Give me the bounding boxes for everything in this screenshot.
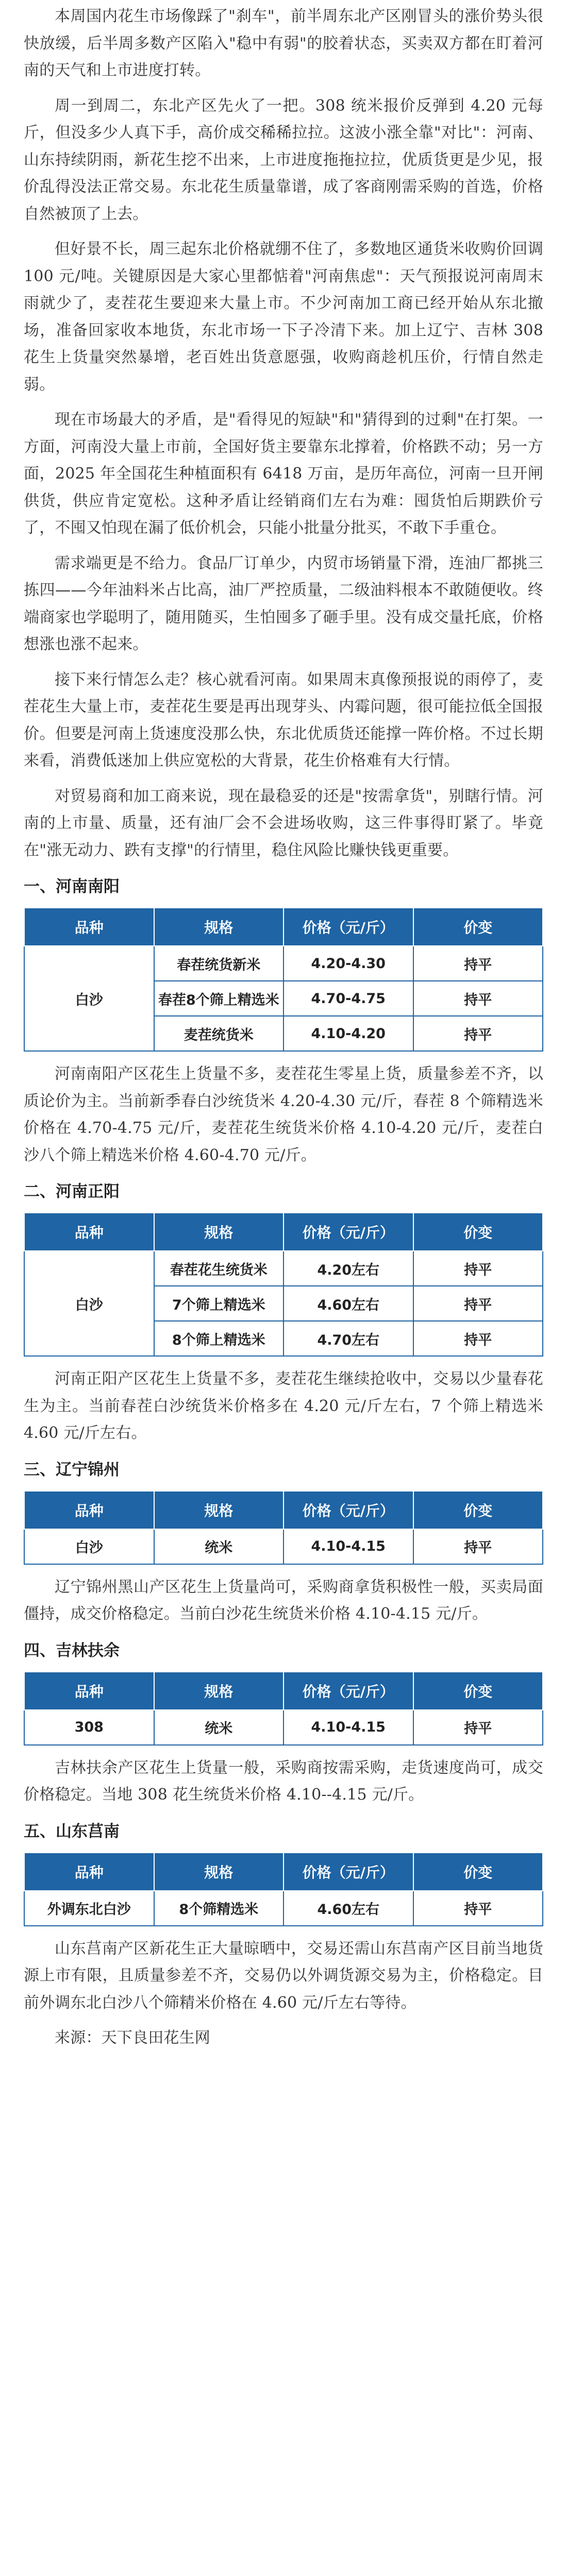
section-note: 河南南阳产区花生上货量不多，麦茬花生零星上货，质量参差不齐，以质论价为主。当前新季春白沙统货米 4.20-4.30 元/斤，春茬 8 个筛精选米价格在 4.70-4.75 元/斤，麦茬花生统货米价格 4.10-4.20 元/斤，麦茬白沙八个筛上精选米价格 4.60-4.70 元/斤。	[24, 1065, 543, 1164]
section-heading: 三、辽宁锦州	[24, 1460, 120, 1479]
table-row	[24, 1710, 543, 1745]
price-table	[24, 1490, 543, 1565]
price-cell: 4.10-4.20	[284, 1016, 413, 1051]
header-price: 价格（元/斤）	[284, 1672, 413, 1710]
header-variety: 品种	[24, 1672, 154, 1710]
section-heading: 五、山东莒南	[24, 1822, 120, 1841]
region-section-zhengyang	[24, 1181, 543, 1447]
header-change: 价变	[413, 1853, 543, 1891]
header-change: 价变	[413, 1491, 543, 1529]
table-header-row	[24, 1672, 543, 1710]
intro-paragraph: 对贸易商和加工商来说，现在最稳妥的还是"按需拿货"，别瞎行情。河南的上市量、质量，还有油厂会不会进场收购，这三件事得盯紧了。毕竟在"涨无动力、跌有支撑"的行情里，稳住风险比赚快钱更重要。	[24, 787, 543, 859]
header-variety: 品种	[24, 1213, 154, 1251]
variety-cell: 外调东北白沙	[24, 1891, 154, 1926]
change-cell: 持平	[413, 981, 543, 1016]
section-note: 山东莒南产区新花生正大量晾晒中，交易还需山东莒南产区目前当地货源上市有限，且质量参差不齐，交易仍以外调货源交易为主，价格稳定。目前外调东北白沙八个筛精米价格在 4.60 元/斤左右等待。	[24, 1939, 543, 2012]
price-cell: 4.70左右	[284, 1321, 413, 1356]
price-cell: 4.10-4.15	[284, 1710, 413, 1745]
change-cell: 持平	[413, 946, 543, 981]
region-section-junan	[24, 1821, 543, 2017]
spec-cell: 统米	[154, 1710, 284, 1745]
header-variety: 品种	[24, 1853, 154, 1891]
source-line: 来源：天下良田花生网	[55, 2029, 210, 2047]
change-cell: 持平	[413, 1710, 543, 1745]
spec-cell: 春茬8个筛上精选米	[154, 981, 284, 1016]
price-cell: 4.20左右	[284, 1251, 413, 1286]
header-spec: 规格	[154, 1853, 284, 1891]
spec-cell: 7个筛上精选米	[154, 1286, 284, 1321]
price-table	[24, 1671, 543, 1745]
header-price: 价格（元/斤）	[284, 1853, 413, 1891]
region-section-fuyu	[24, 1640, 543, 1809]
section-note: 辽宁锦州黑山产区花生上货量尚可，采购商拿货积极性一般，买卖局面僵持，成交价格稳定。当前白沙花生统货米价格 4.10-4.15 元/斤。	[24, 1578, 543, 1623]
intro-paragraph: 接下来行情怎么走？核心就看河南。如果周末真像预报说的雨停了，麦茬花生大量上市，麦茬花生要是再出现芽头、内霉问题，很可能拉低全国报价。但要是河南上货速度没那么快，东北优质货还能撑一阵价格。不过长期来看，消费低迷加上供应宽松的大背景，花生价格难有大行情。	[24, 670, 543, 770]
price-table	[24, 1852, 543, 1926]
spec-cell: 统米	[154, 1529, 284, 1564]
change-cell: 持平	[413, 1321, 543, 1356]
spec-cell: 春茬花生统货米	[154, 1251, 284, 1286]
header-spec: 规格	[154, 1213, 284, 1251]
variety-cell: 308	[24, 1710, 154, 1745]
table-row	[24, 946, 543, 981]
header-variety: 品种	[24, 908, 154, 946]
section-note: 河南正阳产区花生上货量不多，麦茬花生继续抢收中，交易以少量春花生为主。当前春茬白沙统货米价格多在 4.20 元/斤左右，7 个筛上精选米 4.60 元/斤左右。	[24, 1370, 543, 1442]
header-spec: 规格	[154, 908, 284, 946]
spec-cell: 8个筛上精选米	[154, 1321, 284, 1356]
price-cell: 4.60左右	[284, 1891, 413, 1926]
table-header-row	[24, 908, 543, 946]
price-table	[24, 1212, 543, 1357]
header-price: 价格（元/斤）	[284, 1491, 413, 1529]
change-cell: 持平	[413, 1529, 543, 1564]
price-cell: 4.70-4.75	[284, 981, 413, 1016]
region-section-nanyang	[24, 876, 543, 1169]
price-cell: 4.60左右	[284, 1286, 413, 1321]
section-note: 吉林扶余产区花生上货量一般，采购商按需采购，走货速度尚可，成交价格稳定。当地 308 花生统货米价格 4.10--4.15 元/斤。	[24, 1758, 543, 1804]
variety-cell: 白沙	[24, 1529, 154, 1564]
header-variety: 品种	[24, 1491, 154, 1529]
intro	[24, 3, 543, 864]
table-header-row	[24, 1491, 543, 1529]
section-heading: 一、河南南阳	[24, 877, 120, 896]
table-row	[24, 1529, 543, 1564]
price-table	[24, 907, 543, 1052]
intro-paragraph: 但好景不长，周三起东北价格就绷不住了，多数地区通货米收购价回调 100 元/吨。关键原因是大家心里都惦着"河南焦虑"：天气预报说河南周末雨就少了，麦茬花生要迎来大量上市。不少河南加工商已经开始从东北撤场，准备回家收本地货，东北市场一下子冷清下来。加上辽宁、吉林 308 花生上货量突然暴增，老百姓出货意愿强，收购商趁机压价，行情自然走弱。	[24, 240, 543, 394]
header-change: 价变	[413, 1213, 543, 1251]
header-spec: 规格	[154, 1672, 284, 1710]
table-header-row	[24, 1853, 543, 1891]
price-cell: 4.10-4.15	[284, 1529, 413, 1564]
header-change: 价变	[413, 1672, 543, 1710]
intro-paragraph: 周一到周二，东北产区先火了一把。308 统米报价反弹到 4.20 元每斤，但没多少人真下手，高价成交稀稀拉拉。这波小涨全靠"对比"：河南、山东持续阴雨，新花生挖不出来，上市进度拖拖拉拉，优质货更是少见，报价乱得没法正常交易。东北花生质量靠谱，成了客商刚需采购的首选，价格自然被顶了上去。	[24, 96, 543, 223]
section-heading: 四、吉林扶余	[24, 1641, 120, 1660]
table-row	[24, 1891, 543, 1926]
intro-paragraph: 需求端更是不给力。食品厂订单少，内贸市场销量下滑，连油厂都挑三拣四——今年油料米占比高，油厂严控质量，二级油料根本不敢随便收。终端商家也学聪明了，随用随买，生怕囤多了砸手里。没有成交量托底，价格想涨也涨不起来。	[24, 554, 543, 653]
variety-cell: 白沙	[24, 1251, 154, 1356]
change-cell: 持平	[413, 1016, 543, 1051]
spec-cell: 春茬统货新米	[154, 946, 284, 981]
spec-cell: 8个筛精选米	[154, 1891, 284, 1926]
section-heading: 二、河南正阳	[24, 1182, 120, 1201]
change-cell: 持平	[413, 1251, 543, 1286]
region-section-jinzhou	[24, 1460, 543, 1628]
header-price: 价格（元/斤）	[284, 908, 413, 946]
spec-cell: 麦茬统货米	[154, 1016, 284, 1051]
change-cell: 持平	[413, 1286, 543, 1321]
variety-cell: 白沙	[24, 946, 154, 1051]
table-header-row	[24, 1213, 543, 1251]
price-cell: 4.20-4.30	[284, 946, 413, 981]
header-change: 价变	[413, 908, 543, 946]
table-row	[24, 1251, 543, 1286]
change-cell: 持平	[413, 1891, 543, 1926]
header-spec: 规格	[154, 1491, 284, 1529]
intro-paragraph: 本周国内花生市场像踩了"刹车"，前半周东北产区刚冒头的涨价势头很快放缓，后半周多数产区陷入"稳中有弱"的胶着状态，买卖双方都在盯着河南的天气和上市进度打转。	[24, 7, 543, 79]
header-price: 价格（元/斤）	[284, 1213, 413, 1251]
intro-paragraph: 现在市场最大的矛盾，是"看得见的短缺"和"猜得到的过剩"在打架。一方面，河南没大量上市前，全国好货主要靠东北撑着，价格跌不动；另一方面，2025 年全国花生种植面积有 6418 万亩，是历年高位，河南一旦开闸供货，供应肯定宽松。这种矛盾让经销商们左右为难：囤货怕后期跌价亏了，不囤又怕现在漏了低价机会，只能小批量分批买，不敢下手重仓。	[24, 411, 543, 537]
